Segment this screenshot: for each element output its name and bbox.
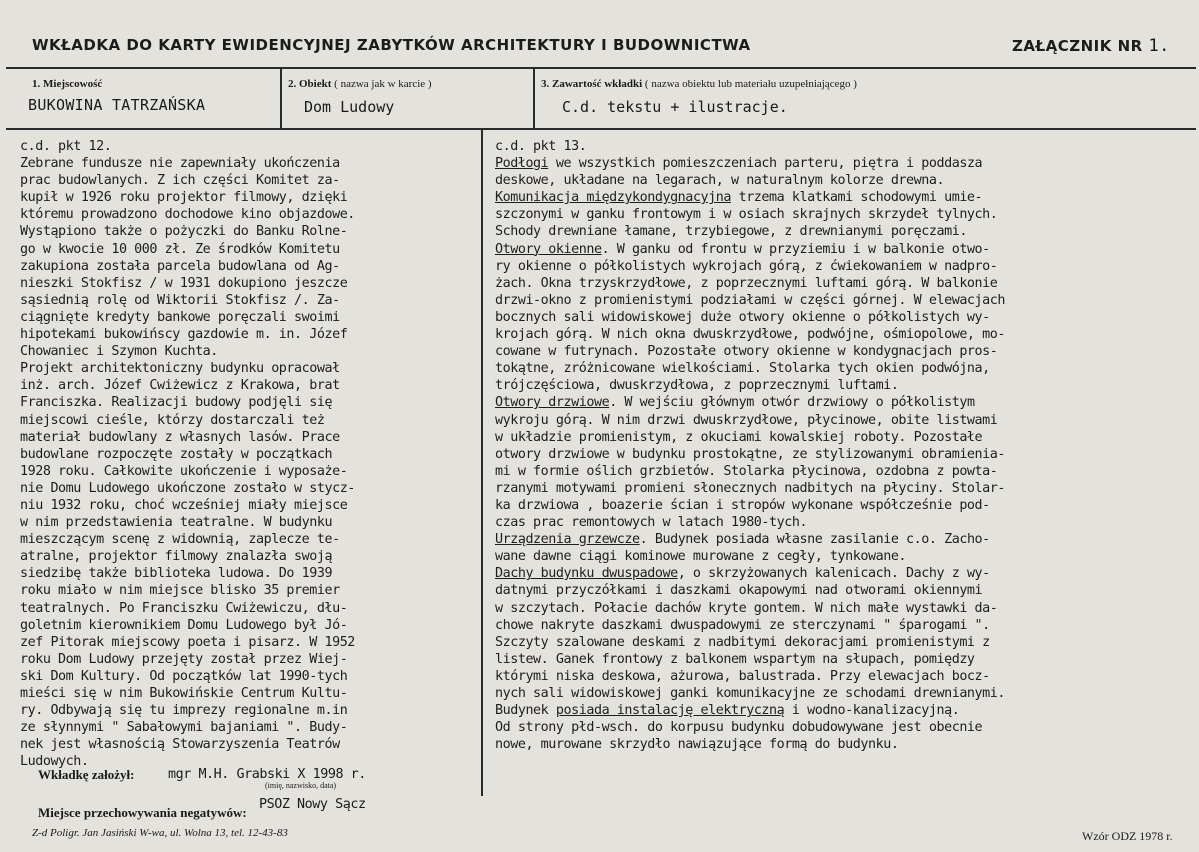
left-text-line: Zebrane fundusze nie zapewniały ukończenia — [20, 156, 340, 172]
left-text-line: inż. arch. Józef Cwiżewicz z Krakowa, brat — [20, 378, 340, 394]
annex-label — [1012, 36, 1170, 56]
left-text-line: mieści się w nim Bukowińskie Centrum Kultu- — [20, 686, 348, 701]
column-divider — [481, 128, 483, 796]
field-divider-1 — [280, 67, 282, 130]
underlined-subject: Dachy budynku dwuspadowe — [495, 566, 678, 582]
printer-credit: Z-d Poligr. Jan Jasiński W-wa, ul. Wolna 13, tel. 12-43-83 — [32, 827, 288, 839]
right-text-line — [495, 360, 1195, 377]
text-segment: bocznych sali widowiskowej duże otwory okienne o półkolistych wy- — [495, 309, 990, 325]
left-text-line: zakupiona została parcela budowlana od Ag- — [20, 258, 340, 274]
left-text-line: budowlane rozpoczęte zostały w początkach — [20, 446, 333, 462]
left-text-line: kupił w 1926 roku projektor filmowy, dzięki — [20, 190, 348, 206]
right-text-line — [495, 497, 1195, 514]
right-text-line — [495, 582, 1195, 599]
right-text-line — [495, 548, 1195, 565]
left-text-line: goletnim kierownikiem Domu Ludowego był Jó- — [20, 617, 348, 633]
text-segment: Szczyty szalowane deskami z nadbitymi dekoracjami promienistymi z — [495, 634, 990, 650]
contents-label-text: 3. Zawartość wkładki — [541, 78, 643, 90]
text-segment: czas prac remontowych w latach 1980-tych. — [495, 515, 808, 531]
right-text-column — [495, 138, 1195, 753]
place-label: 1. Miejscowość — [32, 78, 103, 90]
object-label-note: ( nazwa jak w karcie ) — [334, 78, 432, 90]
text-segment: mi w formie oślich grzbietów. Stolarka płycinowa, ozdobna z powta- — [495, 463, 998, 479]
negatives-value: PSOZ Nowy Sącz — [259, 797, 366, 812]
left-text-line: Projekt architektoniczny budynku opracował — [20, 361, 340, 377]
underlined-subject: Urządzenia grzewcze — [495, 532, 640, 548]
right-text-line — [495, 377, 1195, 394]
right-text-line — [495, 223, 1195, 240]
text-segment: w układzie promienistym, z okuciami kowalskiej roboty. Pozostałe — [495, 429, 983, 445]
left-text-line: go w kwocie 10 000 zł. Ze środków Komitetu — [20, 241, 340, 257]
underlined-subject: Podłogi — [495, 156, 549, 172]
left-text-line: nieszki Stokfisz / w 1931 dokupiono jeszcze — [20, 275, 348, 291]
left-text-line: ry. Odbywają się tu imprezy regionalne m.in — [20, 703, 348, 719]
underlined-subject: posiada instalację elektryczną — [555, 703, 785, 719]
right-text-line — [495, 531, 1195, 548]
text-segment: wykroju górą. W nim drzwi dwuskrzydłowe, płycinowe, obite listwami — [495, 412, 998, 428]
card-title: WKŁADKA DO KARTY EWIDENCYJNEJ ZABYTKÓW ARCHITEKTURY I BUDOWNICTWA — [32, 36, 751, 54]
place-value: BUKOWINA TATRZAŃSKA — [28, 96, 206, 114]
author-note: (imię, nazwisko, data) — [265, 781, 337, 790]
text-segment: , o skrzyżowanych kalenicach. Dachy z wy- — [677, 566, 990, 582]
text-segment: trzema klatkami schodowymi umie- — [730, 190, 983, 206]
right-text-line — [495, 514, 1195, 531]
left-text-line: miejscowi cieśle, którzy dostarczali też — [20, 412, 325, 428]
text-segment: . W wejściu głównym otwór drzwiowy o półkolistym — [609, 395, 975, 411]
left-text-line: materiał budowlany z własnych lasów. Prace — [20, 429, 340, 445]
right-text-line — [495, 685, 1195, 702]
text-segment: datnymi przyczółkami i daszkami okapowymi nad otworami okiennymi — [495, 583, 983, 599]
text-segment: nowe, murowane skrzydło nawiązujące formą do budynku. — [495, 737, 899, 753]
text-segment: wane dawne ciągi kominowe murowane z cegły, tynkowane. — [495, 549, 907, 565]
text-segment: otwory drzwiowe w budynku prostokątne, ze stylizowanymi obramienia- — [495, 446, 1005, 462]
right-text-line — [495, 292, 1195, 309]
text-segment: krojach górą. W nich okna dwuskrzydłowe, podwójne, ośmiopolowe, mo- — [495, 327, 1005, 343]
object-label-text: 2. Obiekt — [288, 78, 332, 90]
text-segment: żach. Okna trzyskrzydłowe, z poprzecznymi luftami górą. W balkonie — [495, 275, 998, 291]
header-rule-top — [6, 67, 1196, 69]
left-column-heading: c.d. pkt 12. — [20, 139, 112, 154]
object-value: Dom Ludowy — [304, 98, 395, 116]
right-text-line — [495, 617, 1195, 634]
left-text-line: ze słynnymi " Sabałowymi bajaniami ". Budy- — [20, 720, 348, 736]
right-text-line — [495, 634, 1195, 651]
text-segment: Schody drewniane łamane, trzybiegowe, z drewnianymi poręczami. — [495, 224, 967, 240]
text-segment: szczonymi w ganku frontowym i w osiach skrajnych skrzydeł tylnych. — [495, 207, 998, 223]
right-text-line — [495, 206, 1195, 223]
header-rule-bottom — [6, 128, 1196, 130]
right-text-line — [495, 275, 1195, 292]
right-text-line — [495, 394, 1195, 411]
text-segment: ry okienne o półkolistych wykrojach górą, z ćwiekowaniem w nadpro- — [495, 258, 998, 274]
underlined-subject: Komunikacja międzykondygnacyjna — [495, 190, 731, 206]
right-text-line — [495, 702, 1195, 719]
right-text-line — [495, 463, 1195, 480]
right-text-line — [495, 241, 1195, 258]
text-segment: chowe nakryte daszkami dwuspadowymi ze sterczynami " śparogami ". — [495, 617, 990, 633]
contents-label-note: ( nazwa obiektu lub materiału uzupełniającego ) — [644, 78, 857, 90]
right-text-line — [495, 326, 1195, 343]
author-label: Wkładkę założył: — [38, 767, 135, 782]
left-text-line: w nim przedstawienia teatralne. W budynku — [20, 515, 333, 531]
right-text-line — [495, 258, 1195, 275]
left-text-line: roku Dom Ludowy przejęty został przez Wiej- — [20, 651, 348, 667]
contents-value: C.d. tekstu + ilustracje. — [562, 98, 788, 116]
left-text-line: mieszczącym scenę z widownią, zaplecze te- — [20, 532, 340, 548]
text-segment: tokątne, zróżnicowane wielkościami. Stolarka tych okien podwójna, — [495, 361, 990, 377]
underlined-subject: Otwory okienne — [495, 241, 602, 257]
text-segment: listew. Ganek frontowy z balkonem wspartym na słupach, pomiędzy — [495, 651, 975, 667]
left-text-line: 1928 roku. Całkowite ukończenie i wyposaże- — [20, 463, 348, 479]
text-segment: . W ganku od frontu w przyziemiu i w balkonie otwo- — [601, 241, 990, 257]
negatives-label: Miejsce przechowywania negatywów: — [38, 805, 247, 820]
right-text-line — [495, 172, 1195, 189]
left-text-line: sąsiednią rolę od Wiktorii Stokfisz /. Za- — [20, 292, 340, 308]
left-text-column — [20, 138, 472, 770]
annex-label-text: ZAŁĄCZNIK NR — [1012, 37, 1143, 55]
underlined-subject: Otwory drzwiowe — [495, 395, 610, 411]
right-text-line — [495, 719, 1195, 736]
right-text-line — [495, 309, 1195, 326]
text-segment: Od strony płd-wsch. do korpusu budynku dobudowywane jest obecnie — [495, 720, 983, 736]
left-text-line: atralne, projektor filmowy znalazła swoją — [20, 549, 333, 565]
right-text-line — [495, 343, 1195, 360]
left-text-line: ciągnięte kredyty bankowe poręczali swoimi — [20, 309, 340, 325]
text-segment: którymi niska deskowa, ażurowa, balustrada. Przy elewacjach bocz- — [495, 668, 990, 684]
text-segment: ka drzwiowa , boazerie ścian i stropów wykonane współcześnie pod- — [495, 497, 990, 513]
left-text-line: siedzibę także biblioteka ludowa. Do 1939 — [20, 566, 333, 582]
right-text-line — [495, 600, 1195, 617]
field-divider-2 — [533, 67, 535, 130]
text-segment: i wodno-kanalizacyjną. — [784, 703, 960, 719]
text-segment: . Budynek posiada własne zasilanie c.o. Zacho- — [639, 532, 990, 548]
left-text-line: nie Domu Ludowego ukończone zostało w stycz- — [20, 480, 355, 496]
text-segment: cowane w futrynach. Pozostałe otwory okienne w kondygnacjach pros- — [495, 344, 998, 360]
right-text-line — [495, 565, 1195, 582]
right-text-line — [495, 446, 1195, 463]
left-text-line: prac budowlanych. Z ich części Komitet za- — [20, 173, 340, 189]
text-segment: we wszystkich pomieszczeniach parteru, piętra i poddasza — [548, 156, 983, 172]
object-label — [288, 78, 432, 90]
text-segment: w szczytach. Połacie dachów kryte gontem. W nich małe wystawki da- — [495, 600, 998, 616]
text-segment: rzanymi motywami promieni słonecznych nadbitych na płyciny. Stolar- — [495, 480, 1005, 496]
right-text-line — [495, 736, 1195, 753]
right-text-line — [495, 480, 1195, 497]
left-text-line: Chowaniec i Szymon Kuchta. — [20, 344, 218, 360]
left-text-line: teatralnych. Po Franciszku Cwiżewiczu, dłu- — [20, 600, 348, 616]
right-text-line — [495, 668, 1195, 685]
text-segment: drzwi-okno z promienistymi podziałami w części górnej. W elewacjach — [495, 292, 1005, 308]
text-segment: Budynek — [495, 703, 556, 719]
right-text-line — [495, 429, 1195, 446]
contents-label — [541, 78, 857, 90]
right-text-line — [495, 155, 1195, 172]
left-text-line: ski Dom Kultury. Od początków lat 1990-tych — [20, 668, 348, 684]
right-column-heading: c.d. pkt 13. — [495, 139, 587, 154]
left-text-line: hipotekami bukowińscy gazdowie m. in. Józef — [20, 327, 348, 343]
text-segment: deskowe, układane na legarach, w naturalnym kolorze drewna. — [495, 173, 945, 189]
left-text-line: Wystąpiono także o pożyczki do Banku Rolne- — [20, 224, 348, 240]
right-text-line — [495, 189, 1195, 206]
left-text-line: Franciszka. Realizacji budowy podjęli się — [20, 395, 333, 411]
left-text-line: nek jest własnością Stowarzyszenia Teatrów — [20, 737, 340, 753]
text-segment: nych sali widowiskowej ganki komunikacyjne ze schodami drewnianymi. — [495, 686, 1005, 701]
left-text-line: roku miało w nim miejsce blisko 35 premier — [20, 583, 340, 599]
form-template-label: Wzór ODZ 1978 r. — [1082, 829, 1173, 843]
author-value: mgr M.H. Grabski X 1998 r. — [168, 767, 366, 782]
left-text-line: któremu prowadzono dochodowe kino objazdowe. — [20, 207, 355, 223]
right-text-line — [495, 651, 1195, 668]
annex-number: 1. — [1148, 36, 1170, 56]
right-text-line — [495, 412, 1195, 429]
text-segment: trójczęściowa, dwuskrzydłowa, z poprzecznymi luftami. — [495, 378, 899, 394]
left-text-line: Ludowych. — [20, 754, 89, 770]
left-text-line: niu 1932 roku, choć wcześniej miały miejsce — [20, 497, 348, 513]
left-text-line: zef Pitorak miejscowy poeta i pisarz. W 1952 — [20, 634, 355, 650]
